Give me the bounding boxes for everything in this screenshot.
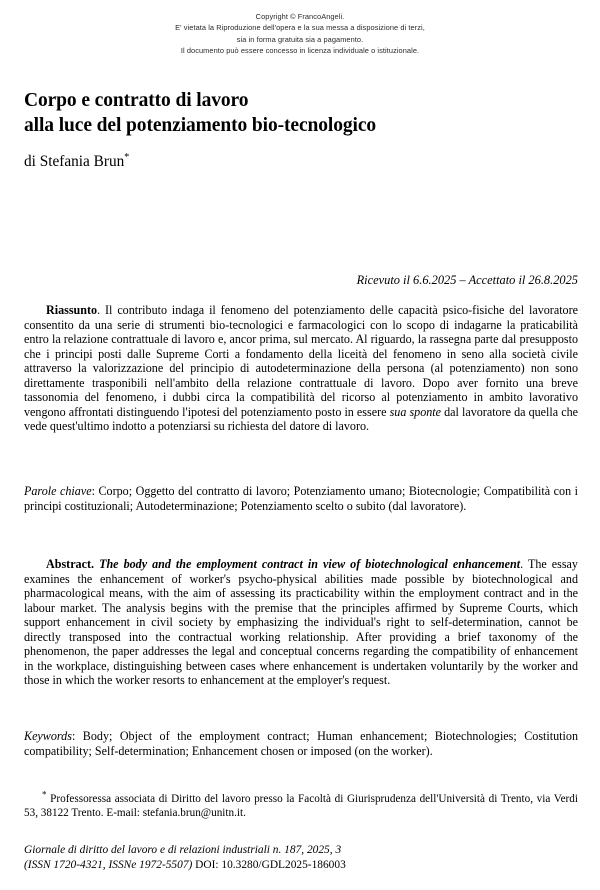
riassunto-paragraph	[24, 303, 578, 434]
keywords-label-suffix: :	[71, 729, 83, 743]
footnote-text: Professoressa associata di Diritto del lavoro presso la Facoltà di Giurisprudenza dell'Università di Trento, via Verdi 53, 38122 Trento. E-mail: stefania.brun@unitn.it.	[24, 793, 578, 819]
citation-doi: DOI: 10.3280/GDL2025-186003	[192, 859, 346, 872]
riassunto-text-part-1: Il contributo indaga il fenomeno del potenziamento delle capacità psico-fisiche del lavoratore consentito da una serie di strumenti bio-tecnologici e farmacologici con lo scopo di indagarne la praticabilità entro la relazione contrattuale di lavoro e, ancor prima, sul mercato. Al riguardo, la rassegna parte dal presupposto che i principi posti dalle Supreme Corti a fondamento della liceità del fenomeno in seno alla società civile attraverso la valorizzazione del principio di autodeterminazione della persona (al potenziamento) non sono direttamente trasponibili nell'ambito della relazione contrattuale di lavoro. Dopo aver fornito una breve tassonomia del fenomeno, i dubbi circa la compatibilità del ricorso al potenziamento in ambito lavorativo vengono affrontati distinguendo l'ipotesi del potenziamento posto in essere	[24, 303, 578, 419]
citation-journal-line: Giornale di diritto del lavoro e di relazioni industriali n. 187, 2025, 3	[24, 844, 342, 856]
copyright-line-1: Copyright © FrancoAngeli.	[255, 12, 345, 21]
author-footnote-marker: *	[124, 151, 130, 163]
author-affiliation-footnote	[24, 789, 578, 820]
riassunto-text-part-2: dal lavoratore da quella che vede quest'ultimo indotto a potenziarsi su richiesta del datore di lavoro.	[24, 404, 578, 434]
author-byline	[24, 152, 129, 172]
title-line-2: alla luce del potenziamento bio-tecnologico	[24, 115, 377, 136]
journal-citation	[24, 843, 578, 873]
parole-chiave-label-suffix: :	[91, 484, 99, 498]
copyright-line-3: sia in forma gratuita sia a pagamento.	[236, 34, 364, 44]
riassunto-italic-phrase: sua sponte	[389, 404, 442, 419]
abstract-english-title: The body and the employment contract in view of biotechnological enhancement	[99, 557, 521, 571]
copyright-notice	[0, 11, 600, 57]
riassunto-label: Riassunto	[46, 303, 98, 317]
abstract-title-suffix: .	[520, 557, 528, 571]
abstract-paragraph	[24, 557, 578, 688]
copyright-line-2: E' vietata la Riproduzione dell'opera e la sua messa a disposizione di terzi,	[175, 23, 425, 33]
parole-chiave-text: Corpo; Oggetto del contratto di lavoro; Potenziamento umano; Biotecnologie; Compatibilità con i principi costituzionali; Autodeterminazione; Potenziamento scelto o subito (dal lavoratore).	[24, 484, 579, 513]
riassunto-label-suffix: .	[97, 303, 106, 317]
abstract-text: The essay examines the enhancement of worker's psycho-physical abilities made possible by biotechnological and pharmacological means, with the aim of assessing its practicability within the employment contract and in the labour market. The analysis begins with the premise that the principles affirmed by Supreme Courts, which support enhancement in civil society by emphasizing the individual's right to self-determination, cannot be directly transposed into the contractual working relationship. After providing a brief taxonomy of the phenomenon, the paper addresses the legal and conceptual concerns regarding the compatibility of enhancement in the workplace, distinguishing between cases where enhancement is undertaken voluntarily by the worker and those in which the worker resorts to enhancement at the employer's request.	[24, 557, 578, 688]
footnote-marker: *	[42, 789, 47, 800]
parole-chiave-paragraph	[24, 484, 578, 513]
keywords-text: Body; Object of the employment contract; Human enhancement; Biotechnologies; Costitution compatibility; Self-determination; Enhancement chosen or imposed (on the worker).	[24, 729, 578, 758]
keywords-label: Keywords	[24, 729, 72, 743]
article-title	[24, 88, 580, 138]
copyright-line-4: Il documento può essere concesso in licenza individuale o istituzionale.	[180, 46, 420, 56]
citation-issn: (ISSN 1720-4321, ISSNe 1972-5507)	[24, 859, 193, 872]
abstract-label: Abstract.	[46, 557, 95, 571]
keywords-paragraph	[24, 729, 578, 758]
parole-chiave-label: Parole chiave	[24, 484, 92, 498]
received-accepted-dates: Ricevuto il 6.6.2025 – Accettato il 26.8.2025	[356, 273, 578, 287]
title-line-1: Corpo e contratto di lavoro	[24, 90, 249, 111]
citation-issn-doi-line	[24, 858, 578, 873]
author-name: di Stefania Brun	[24, 153, 125, 170]
